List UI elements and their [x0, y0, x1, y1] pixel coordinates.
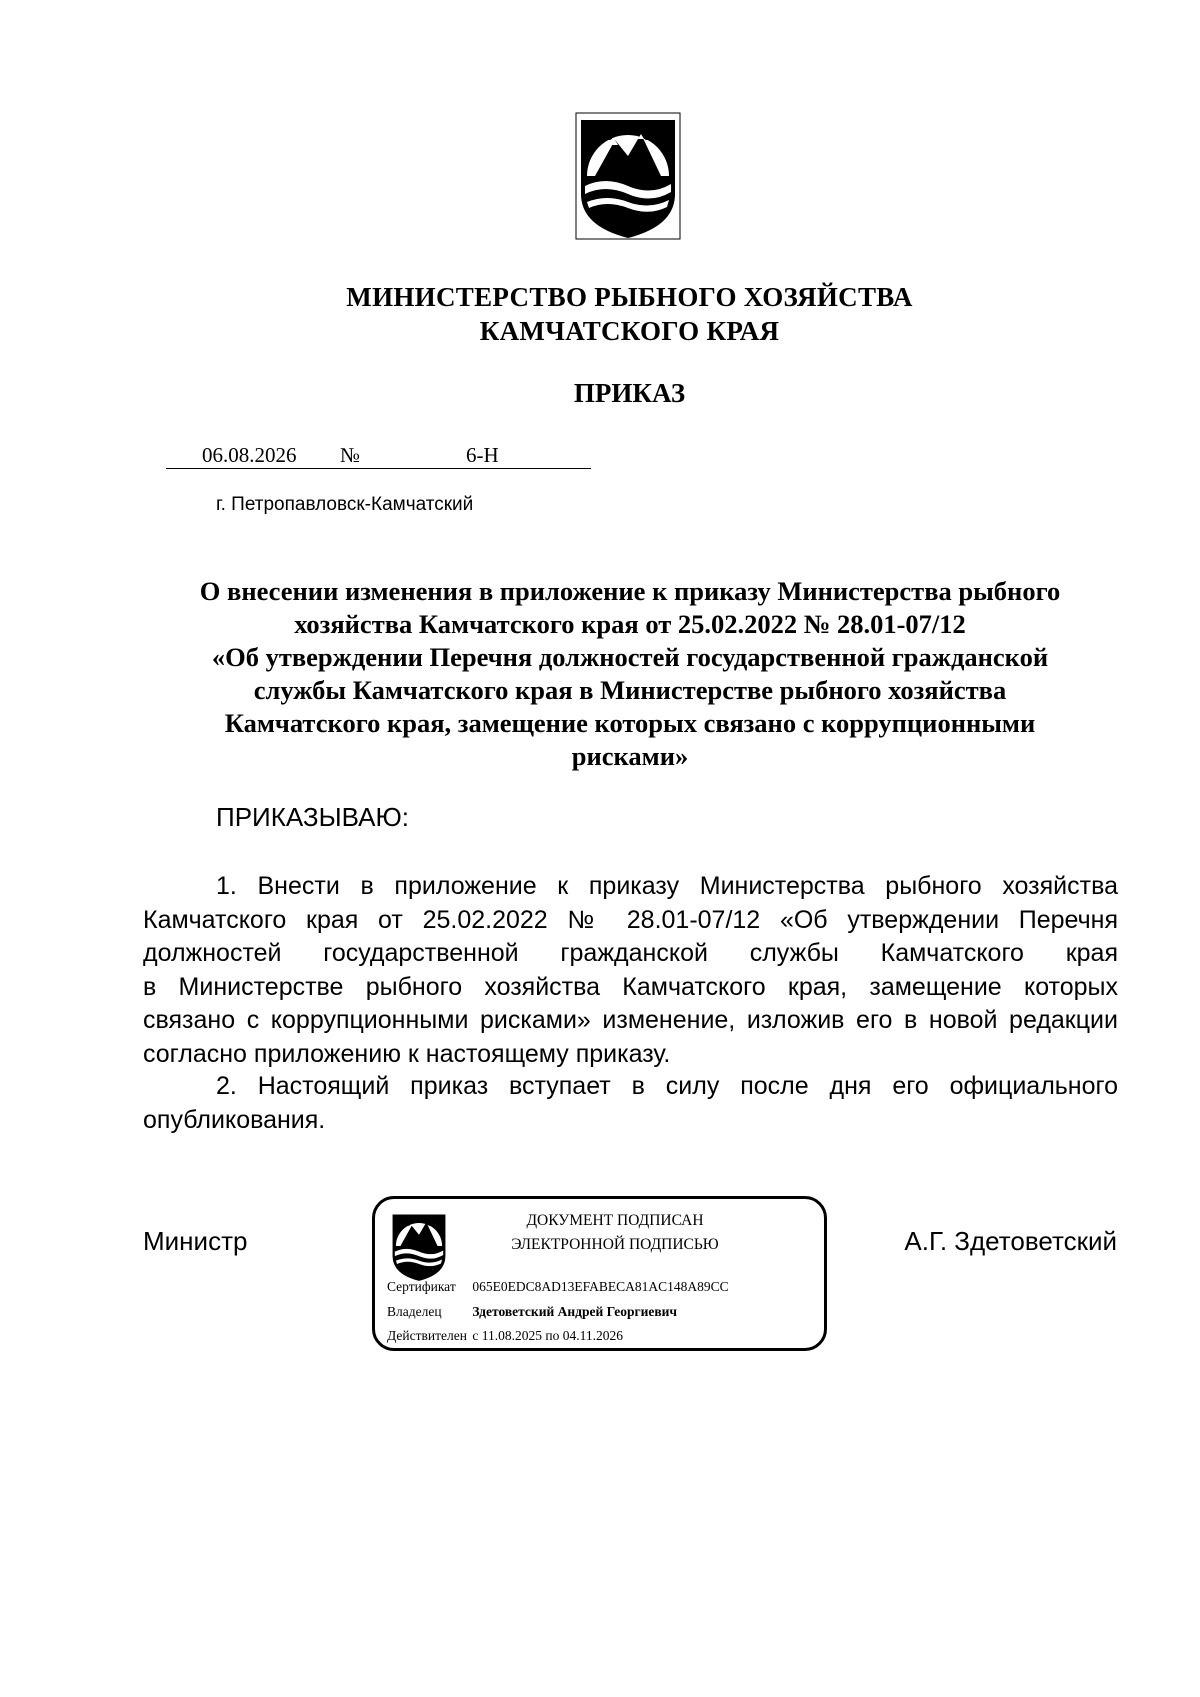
stamp-title-line: ДОКУМЕНТ ПОДПИСАН — [526, 1212, 704, 1229]
validity-label: Действителен — [387, 1328, 467, 1343]
paragraph-line: Камчатского края от 25.02.2022 № 28.01-07/12 «Об утверждении Перечня — [143, 905, 1118, 934]
certificate-value: 065E0EDC8AD13EFABECA81AC148A89CC — [472, 1279, 729, 1294]
paragraph-line: опубликования. — [143, 1105, 326, 1134]
subject-line: хозяйства Камчатского края от 25.02.2022 № 28.01-07/12 — [294, 609, 966, 639]
validity-row — [387, 1327, 623, 1345]
subject-line: Камчатского края, замещение которых связано с коррупционными — [224, 708, 1036, 738]
ministry-name-line: МИНИСТЕРСТВО РЫБНОГО ХОЗЯЙСТВА — [346, 282, 913, 312]
validity-value: с 11.08.2025 по 04.11.2026 — [472, 1328, 623, 1343]
paragraph-line: должностей государственной гражданской службы Камчатского края — [143, 939, 1118, 967]
e-signature-stamp — [372, 1196, 827, 1351]
signatory-name: А.Г. Здетоветский — [904, 1226, 1117, 1256]
paragraph-line: связано с коррупционными рисками» изменение, изложив его в новой редакции — [143, 1006, 1118, 1034]
paragraph-line: 2. Настоящий приказ вступает в силу после дня его официального — [216, 1072, 1118, 1100]
kamchatka-coat-of-arms-icon — [575, 112, 681, 240]
registration-line — [166, 442, 591, 469]
owner-label: Владелец — [387, 1304, 442, 1319]
signatory-role: Министр — [143, 1226, 248, 1256]
order-number-label: № — [340, 443, 361, 467]
paragraph-line: в Министерстве рыбного хозяйства Камчатского края, замещение которых — [143, 972, 1118, 1001]
order-number: 6-Н — [466, 443, 499, 467]
paragraph-line: 1. Внести в приложение к приказу Министерства рыбного хозяйства — [216, 872, 1118, 900]
subject-line: О внесении изменения в приложение к приказу Министерства рыбного — [199, 576, 1061, 606]
directive-heading: ПРИКАЗЫВАЮ: — [216, 802, 409, 832]
kamchatka-coat-of-arms-icon — [389, 1210, 449, 1282]
subject-line: «Об утверждении Перечня должностей государственной гражданской — [211, 642, 1049, 672]
document-type-title: ПРИКАЗ — [573, 378, 686, 408]
order-date: 06.08.2026 — [202, 443, 297, 467]
subject-line: службы Камчатского края в Министерстве рыбного хозяйства — [253, 675, 1007, 705]
ministry-name — [0, 280, 1200, 348]
owner-value: Здетоветский Андрей Георгиевич — [472, 1304, 678, 1319]
certificate-row — [387, 1278, 729, 1296]
certificate-label: Сертификат — [387, 1279, 456, 1294]
paragraph-line: согласно приложению к настоящему приказу. — [143, 1039, 671, 1068]
stamp-title — [465, 1209, 765, 1257]
stamp-title-line: ЭЛЕКТРОННОЙ ПОДПИСЬЮ — [511, 1236, 719, 1253]
city-name: г. Петропавловск-Камчатский — [216, 494, 474, 515]
order-subject — [150, 575, 1110, 773]
owner-row — [387, 1303, 677, 1321]
paragraph-1 — [143, 870, 1118, 1071]
subject-line: рисками» — [571, 741, 689, 771]
ministry-name-line: КАМЧАТСКОГО КРАЯ — [479, 316, 780, 346]
paragraph-2 — [143, 1070, 1118, 1137]
